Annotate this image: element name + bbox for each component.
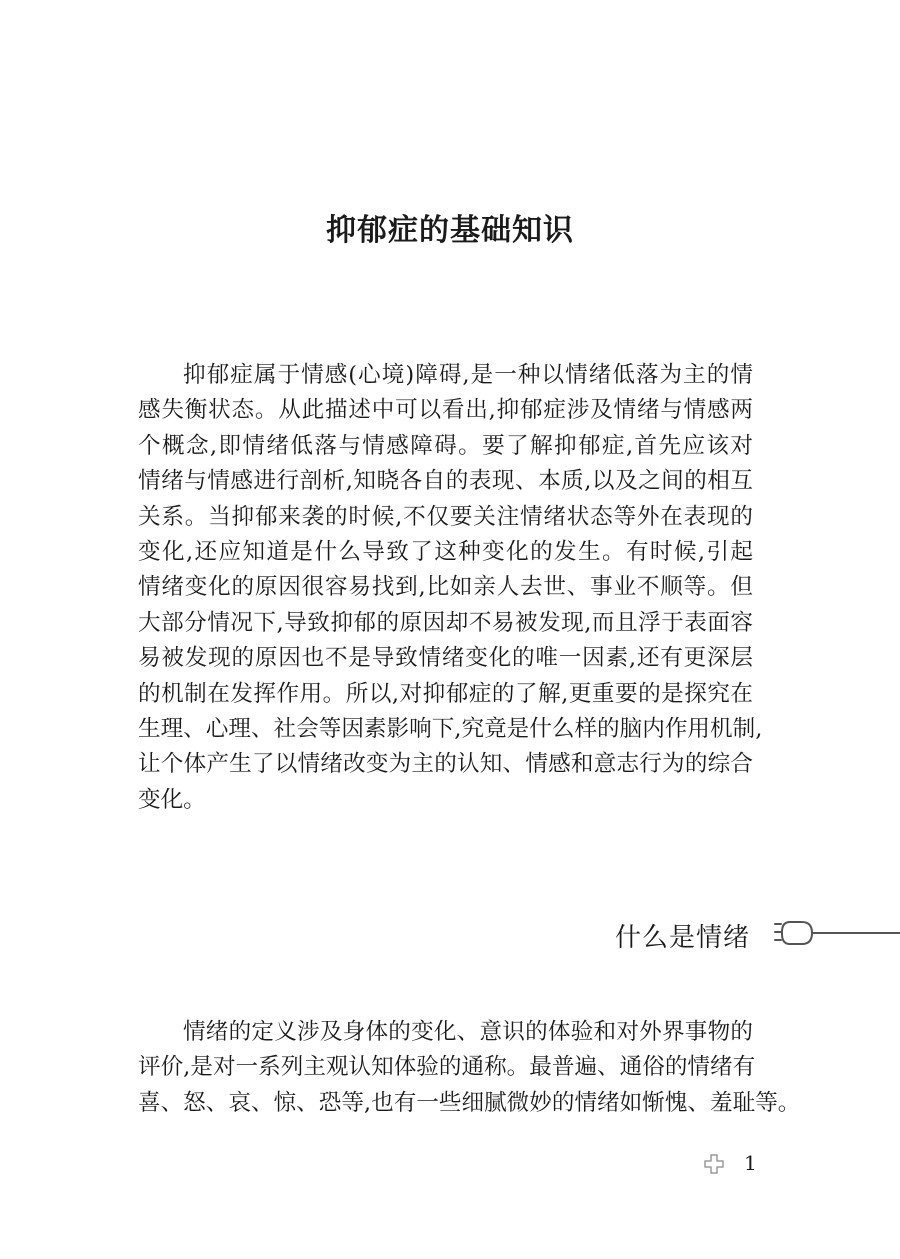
text-line: 易被发现的原因也不是导致情绪变化的唯一因素,还有更深层 [138, 645, 753, 672]
text-line: 情绪与情感进行剖析,知晓各自的表现、本质,以及之间的相互 [138, 468, 753, 495]
intro-paragraph [138, 358, 763, 818]
text-line: 抑郁症属于情感(心境)障碍,是一种以情绪低落为主的情 [183, 362, 753, 388]
text-line: 关系。当抑郁来袭的时候,不仅要关注情绪状态等外在表现的 [138, 503, 753, 530]
text-line: 变化,还应知道是什么导致了这种变化的发生。有时候,引起 [138, 539, 753, 566]
text-line: 变化。 [138, 786, 206, 813]
text-line: 个概念,即情绪低落与情感障碍。要了解抑郁症,首先应该对 [138, 432, 753, 459]
page-number: 1 [744, 1151, 757, 1175]
text-line: 的机制在发挥作用。所以,对抑郁症的了解,更重要的是探究在 [138, 680, 753, 707]
text-line: 喜、怒、哀、惊、恐等,也有一些细腻微妙的情绪如惭愧、羞耻等。 [138, 1089, 801, 1116]
cross-icon [704, 1154, 724, 1174]
text-line: 评价,是对一系列主观认知体验的通称。最普遍、通俗的情绪有 [138, 1054, 756, 1081]
section-ornament-icon [772, 914, 900, 954]
text-line: 让个体产生了以情绪改变为主的认知、情感和意志行为的综合 [138, 751, 753, 778]
chapter-title: 抑郁症的基础知识 [326, 213, 574, 248]
text-line: 生理、心理、社会等因素影响下,究竟是什么样的脑内作用机制, [138, 716, 763, 743]
text-line: 情绪变化的原因很容易找到,比如亲人去世、事业不顺等。但 [138, 574, 753, 601]
section-heading-text: 什么是情绪 [614, 923, 750, 953]
section-heading [0, 914, 900, 954]
text-line: 大部分情况下,导致抑郁的原因却不易被发现,而且浮于表面容 [138, 609, 753, 636]
text-line: 感失衡状态。从此描述中可以看出,抑郁症涉及情绪与情感两 [138, 397, 753, 424]
section-paragraph [138, 1015, 801, 1121]
text-line: 情绪的定义涉及身体的变化、意识的体验和对外界事物的 [183, 1019, 753, 1045]
page-footer [700, 1150, 780, 1180]
